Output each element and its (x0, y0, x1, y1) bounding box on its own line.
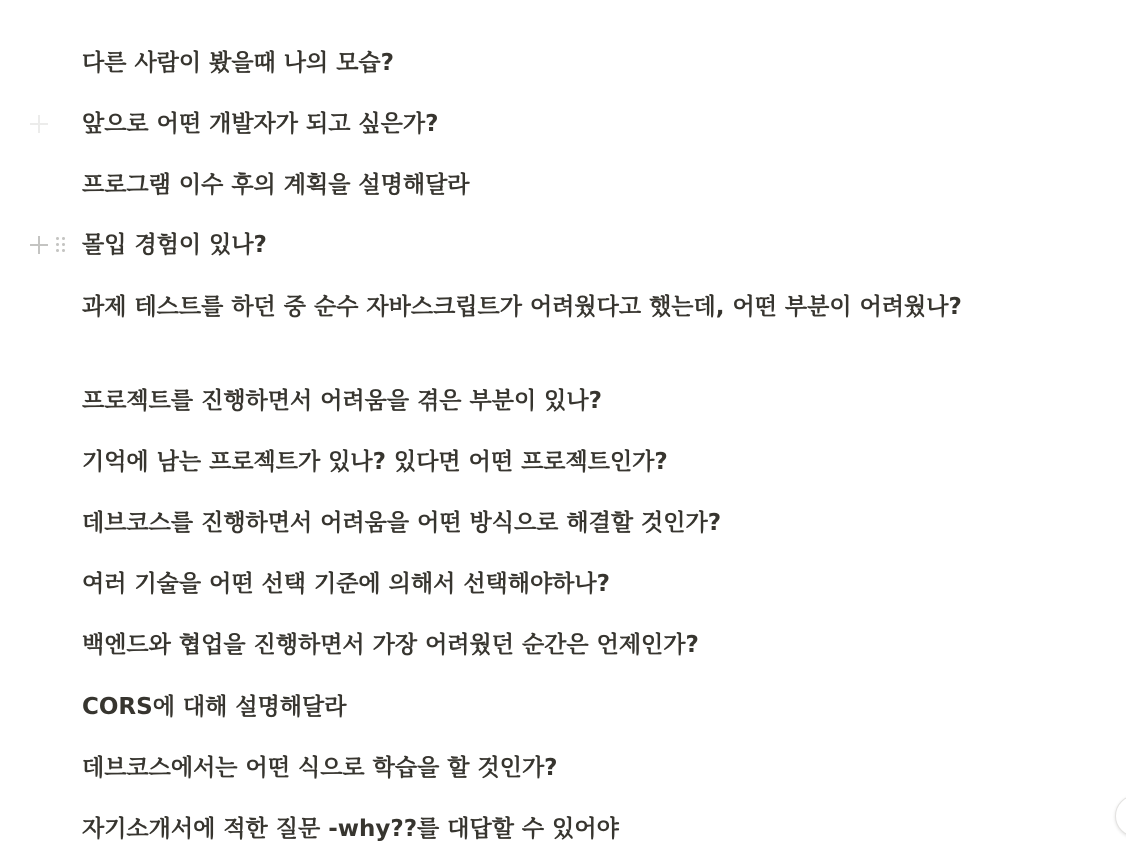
question-block[interactable]: 프로그램 이수 후의 계획을 설명해달라 (82, 172, 470, 198)
question-block[interactable]: 데브코스에서는 어떤 식으로 학습을 할 것인가? (82, 755, 558, 781)
block-handle[interactable] (30, 233, 72, 257)
drag-handle-icon[interactable] (56, 237, 66, 253)
question-block[interactable]: 다른 사람이 봤을때 나의 모습? (82, 50, 394, 76)
block-handle-faint[interactable] (30, 112, 72, 136)
plus-icon[interactable] (30, 115, 48, 133)
question-block[interactable]: 데브코스를 진행하면서 어려움을 어떤 방식으로 해결할 것인가? (82, 510, 722, 536)
plus-icon[interactable] (30, 236, 48, 254)
question-block[interactable]: 여러 기술을 어떤 선택 기준에 의해서 선택해야하나? (82, 571, 610, 597)
question-block[interactable]: 백엔드와 협업을 진행하면서 가장 어려웠던 순간은 언제인가? (82, 632, 699, 658)
question-block[interactable]: CORS에 대해 설명해달라 (82, 694, 347, 720)
question-block[interactable]: 프로젝트를 진행하면서 어려움을 겪은 부분이 있나? (82, 388, 602, 414)
question-block[interactable]: 자기소개서에 적한 질문 -why??를 대답할 수 있어야 (82, 816, 619, 842)
question-block[interactable]: 몰입 경험이 있나? (82, 232, 267, 258)
question-block[interactable]: 과제 테스트를 하던 중 순수 자바스크립트가 어려웠다고 했는데, 어떤 부분이 어려웠나? (82, 294, 962, 320)
question-block[interactable]: 기억에 남는 프로젝트가 있나? 있다면 어떤 프로젝트인가? (82, 449, 668, 475)
help-button[interactable] (1115, 795, 1126, 837)
question-block[interactable]: 앞으로 어떤 개발자가 되고 싶은가? (82, 111, 439, 137)
